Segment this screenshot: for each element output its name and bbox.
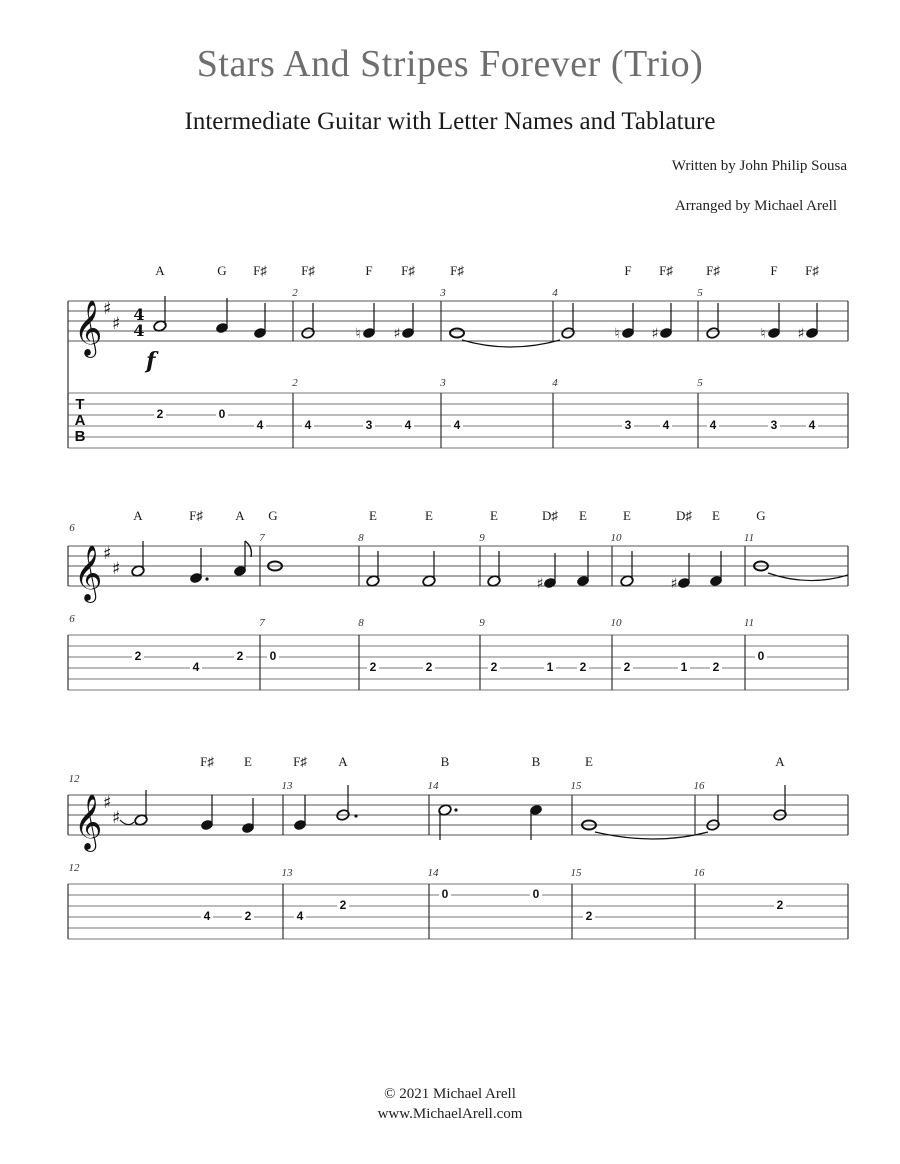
measure-number: 13 xyxy=(281,780,293,792)
tab-label: T xyxy=(75,396,85,413)
page-subtitle: Intermediate Guitar with Letter Names and Tablature xyxy=(184,108,716,135)
fret-number: 2 xyxy=(712,660,720,675)
treble-clef-icon: 𝄞 xyxy=(74,545,103,601)
fret-number: 4 xyxy=(709,418,717,433)
fret-number: 0 xyxy=(269,649,277,664)
fret-number: 4 xyxy=(404,418,412,433)
letter-name: G xyxy=(756,508,766,523)
fret-number: 2 xyxy=(425,660,433,675)
letter-name: D♯ xyxy=(676,508,692,523)
composer-credit: Written by John Philip Sousa xyxy=(671,158,847,174)
measure-number: 9 xyxy=(479,532,485,544)
time-signature-bottom: 4 xyxy=(133,321,145,340)
notes xyxy=(120,785,787,840)
letter-names xyxy=(155,263,819,278)
measure-number: 14 xyxy=(427,867,439,879)
letter-name: E xyxy=(623,508,631,523)
measure-number: 15 xyxy=(570,867,582,879)
fret-number: 4 xyxy=(304,418,312,433)
sharp-icon: ♯ xyxy=(103,299,112,319)
sharp-icon: ♯ xyxy=(112,808,121,828)
sharp-icon: ♯ xyxy=(651,326,659,342)
measure-number: 12 xyxy=(68,773,80,785)
letter-name: D♯ xyxy=(542,508,558,523)
measure-number: 2 xyxy=(292,287,298,299)
fret-numbers xyxy=(132,649,767,674)
letter-name: B xyxy=(531,754,541,769)
letter-name: F♯ xyxy=(401,263,415,278)
measure-number: 2 xyxy=(292,377,298,389)
fret-number: 2 xyxy=(339,898,347,913)
staff xyxy=(68,795,848,835)
measure-number: 8 xyxy=(358,617,364,629)
measure-number: 14 xyxy=(427,780,439,792)
letter-name: F♯ xyxy=(805,263,819,278)
letter-name: E xyxy=(369,508,377,523)
measure-number: 3 xyxy=(440,377,446,389)
measure-number: 4 xyxy=(552,287,558,299)
fret-number: 3 xyxy=(770,418,778,433)
measure-number: 12 xyxy=(68,862,80,874)
letter-name: F♯ xyxy=(189,508,203,523)
letter-name: F xyxy=(770,263,778,278)
letter-name: G xyxy=(268,508,278,523)
fret-numbers xyxy=(154,407,818,432)
measure-number: 6 xyxy=(69,522,75,534)
treble-clef-icon: 𝄞 xyxy=(74,300,103,356)
fret-number: 4 xyxy=(256,418,264,433)
letter-name: B xyxy=(440,754,450,769)
fret-number: 2 xyxy=(134,649,142,664)
fret-number: 0 xyxy=(218,407,226,422)
fret-number: 0 xyxy=(532,887,540,902)
measure-number: 16 xyxy=(693,780,705,792)
dynamic-marking: f xyxy=(146,348,156,374)
fret-number: 2 xyxy=(490,660,498,675)
staff xyxy=(68,546,848,586)
sharp-icon: ♯ xyxy=(393,326,401,342)
fret-number: 4 xyxy=(296,909,304,924)
sharp-icon: ♯ xyxy=(112,314,121,334)
letter-names xyxy=(200,754,785,769)
fret-number: 2 xyxy=(579,660,587,675)
measure-number: 6 xyxy=(69,613,75,625)
letter-name: F♯ xyxy=(200,754,214,769)
letter-name: E xyxy=(712,508,720,523)
fret-number: 4 xyxy=(192,660,200,675)
fret-number: 2 xyxy=(236,649,244,664)
measure-number: 9 xyxy=(479,617,485,629)
natural-icon: ♮ xyxy=(760,326,766,342)
fret-number: 2 xyxy=(585,909,593,924)
page-title: Stars And Stripes Forever (Trio) xyxy=(196,43,704,85)
letter-name: A xyxy=(338,754,348,769)
measure-number: 7 xyxy=(259,617,265,629)
letter-name: F xyxy=(365,263,373,278)
measure-number: 13 xyxy=(281,867,293,879)
measure-number: 10 xyxy=(610,617,622,629)
tab-staff xyxy=(68,884,848,939)
tab-staff xyxy=(68,635,848,690)
fret-number: 2 xyxy=(776,898,784,913)
tab-label: A xyxy=(74,412,86,429)
sharp-icon: ♯ xyxy=(112,559,121,579)
letter-name: E xyxy=(490,508,498,523)
website-link[interactable]: www.MichaelArell.com xyxy=(377,1106,523,1122)
natural-icon: ♮ xyxy=(355,326,361,342)
measure-number: 5 xyxy=(697,287,703,299)
letter-name: A xyxy=(775,754,785,769)
measure-number: 11 xyxy=(743,617,755,629)
fret-number: 1 xyxy=(546,660,554,675)
letter-name: F♯ xyxy=(293,754,307,769)
letter-name: A xyxy=(235,508,245,523)
letter-name: G xyxy=(217,263,227,278)
letter-name: E xyxy=(579,508,587,523)
fret-number: 4 xyxy=(662,418,670,433)
music-system-2 xyxy=(0,495,900,725)
fret-number: 0 xyxy=(441,887,449,902)
letter-name: A xyxy=(133,508,143,523)
letter-name: F♯ xyxy=(659,263,673,278)
time-signature-top: 4 xyxy=(133,305,145,324)
fret-number: 3 xyxy=(624,418,632,433)
letter-name: F♯ xyxy=(253,263,267,278)
whole-note xyxy=(450,329,464,338)
letter-name: F♯ xyxy=(706,263,720,278)
letter-name: E xyxy=(244,754,252,769)
natural-icon: ♮ xyxy=(614,326,620,342)
letter-names xyxy=(133,508,765,523)
letter-name: F xyxy=(624,263,632,278)
treble-clef-icon: 𝄞 xyxy=(74,794,103,850)
sharp-icon: ♯ xyxy=(536,576,544,592)
sharp-icon: ♯ xyxy=(103,793,112,813)
arranger-credit: Arranged by Michael Arell xyxy=(674,198,837,214)
fret-number: 3 xyxy=(365,418,373,433)
letter-name: E xyxy=(425,508,433,523)
sharp-icon: ♯ xyxy=(670,576,678,592)
measure-number: 8 xyxy=(358,532,364,544)
tab-label: B xyxy=(74,428,86,445)
fret-number: 2 xyxy=(623,660,631,675)
measure-number: 10 xyxy=(610,532,622,544)
letter-name: F♯ xyxy=(450,263,464,278)
fret-number: 4 xyxy=(453,418,461,433)
fret-numbers xyxy=(201,887,786,923)
sharp-icon: ♯ xyxy=(103,544,112,564)
fret-number: 4 xyxy=(203,909,211,924)
measure-number: 16 xyxy=(693,867,705,879)
music-system-1 xyxy=(0,250,900,480)
fret-number: 2 xyxy=(156,407,164,422)
measure-number: 5 xyxy=(697,377,703,389)
measure-number: 7 xyxy=(259,532,265,544)
letter-name: F♯ xyxy=(301,263,315,278)
fret-number: 4 xyxy=(808,418,816,433)
letter-name: E xyxy=(585,754,593,769)
measure-number: 15 xyxy=(570,780,582,792)
fret-number: 1 xyxy=(680,660,688,675)
measure-number: 11 xyxy=(743,532,755,544)
fret-number: 0 xyxy=(757,649,765,664)
fret-number: 2 xyxy=(369,660,377,675)
measure-number: 3 xyxy=(440,287,446,299)
copyright-notice: © 2021 Michael Arell xyxy=(384,1086,516,1102)
music-system-3 xyxy=(0,744,900,974)
measure-number: 4 xyxy=(552,377,558,389)
fret-number: 2 xyxy=(244,909,252,924)
letter-name: A xyxy=(155,263,165,278)
staff xyxy=(68,301,848,341)
sharp-icon: ♯ xyxy=(797,326,805,342)
